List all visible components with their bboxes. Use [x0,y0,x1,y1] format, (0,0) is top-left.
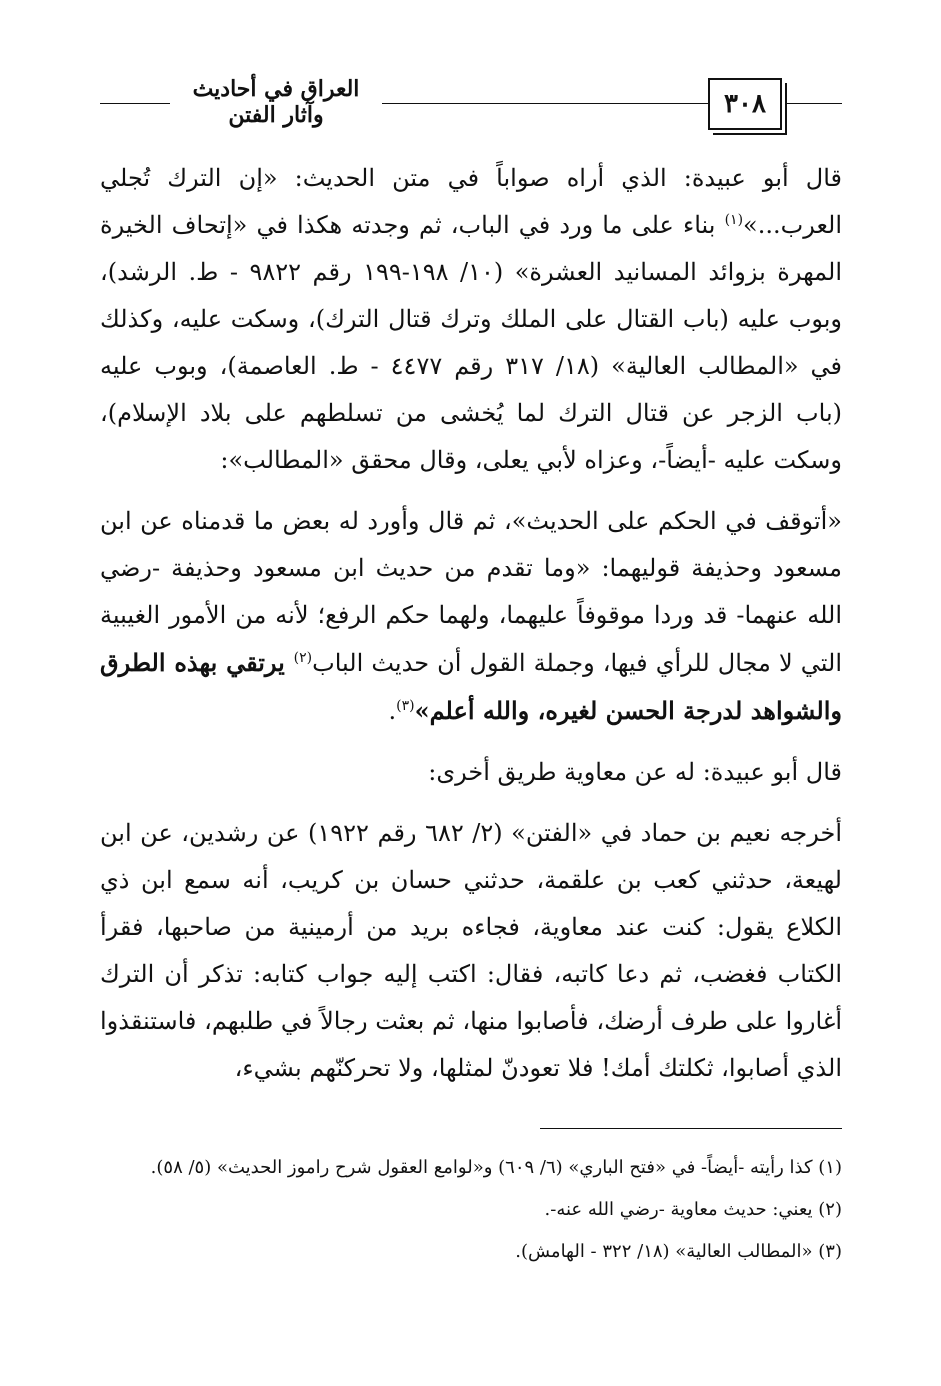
page-header [0,70,941,140]
footnote-2: (٢) يعني: حديث معاوية -رضي الله عنه-. [544,1199,842,1220]
footnote-separator [540,1128,842,1129]
paragraph-4: أخرجه نعيم بن حماد في «الفتن» (٢/ ٦٨٢ رقم ١٩٢٢) عن رشدين، عن ابن لهيعة، حدثني كعب بن علقمة، حدثني حسان بن كريب، أنه سمع ابن ذي الكلاع يقول: كنت عند معاوية، فجاءه بريد من أرمينية من صاحبها، فقرأ الكتاب فغضب، ثم دعا كاتبه، فقال: اكتب إليه جواب كتابه: تذكر أن الترك أغاروا على طرف أرضك، فأصابوا منها، ثم بعثت رجالاً في طلبهم، فاستنقذوا الذي أصابوا، ثكلتك أمك! فلا تعودنّ لمثلها، ولا تحركنّهم بشيء، [100,819,843,1082]
footnote-ref-3: (٣) [396,698,415,714]
footnote-ref-1: (١) [724,212,744,228]
book-title: العراق في أحاديث وآثار الفتن [170,76,382,128]
header-rule-right [782,103,842,104]
paragraph-3: قال أبو عبيدة: له عن معاوية طريق أخرى: [428,758,842,786]
main-text [100,155,842,1092]
footnote-1: (١) كذا رأيته -أيضاً- في «فتح الباري» (٦/ ٦٠٩) و«لوامع العقول شرح راموز الحديث» (٥/ ٥٨). [150,1157,842,1178]
paragraph-2-text: «أتوقف في الحكم على الحديث»، ثم قال وأورد له بعض ما قدمناه عن ابن مسعود وحذيفة قوليهما: «وما تقدم من حديث ابن مسعود وحذيفة -رضي الله عنهما- قد وردا موقوفاً عليهما، ولهما حكم الرفع؛ لأنه من الأمور الغيبية التي لا مجال للرأي فيها، وجملة القول أن حديث الباب [100,507,842,677]
paragraph-1 [100,155,842,484]
footnote-3: (٣) «المطالب العالية» (١٨/ ٣٢٢ - الهامش). [515,1241,842,1262]
paragraph-2-end: . [388,697,397,725]
page-number: ٣٠٨ [708,78,782,130]
footnotes [100,1150,842,1276]
header-rule-middle [330,103,710,104]
paragraph-2 [100,498,842,735]
paragraph-2-bold: يرتقي بهذه الطرق والشواهد لدرجة الحسن لغيره، والله أعلم» [100,648,842,725]
paragraph-1-text: قال أبو عبيدة: الذي أراه صواباً في متن الحديث: «إن الترك تُجلي العرب...» [100,164,842,239]
footnote-ref-2: (٢) [293,650,313,666]
paragraph-1-continued: بناء على ما ورد في الباب، ثم وجدته هكذا في «إتحاف الخيرة المهرة بزوائد المسانيد العشرة» (١٠/ ١٩٨-١٩٩ رقم ٩٨٢٢ - ط. الرشد)، وبوب عليه (باب القتال على الملك وترك قتال الترك)، وسكت عليه، وكذلك في «المطالب العالية» (١٨/ ٣١٧ رقم ٤٤٧٧ - ط. العاصمة)، وبوب عليه (باب الزجر عن قتال الترك لما يُخشى من تسلطهم على بلاد الإسلام)، وسكت عليه -أيضاً-، وعزاه لأبي يعلى، وقال محقق «المطالب»: [100,211,843,474]
